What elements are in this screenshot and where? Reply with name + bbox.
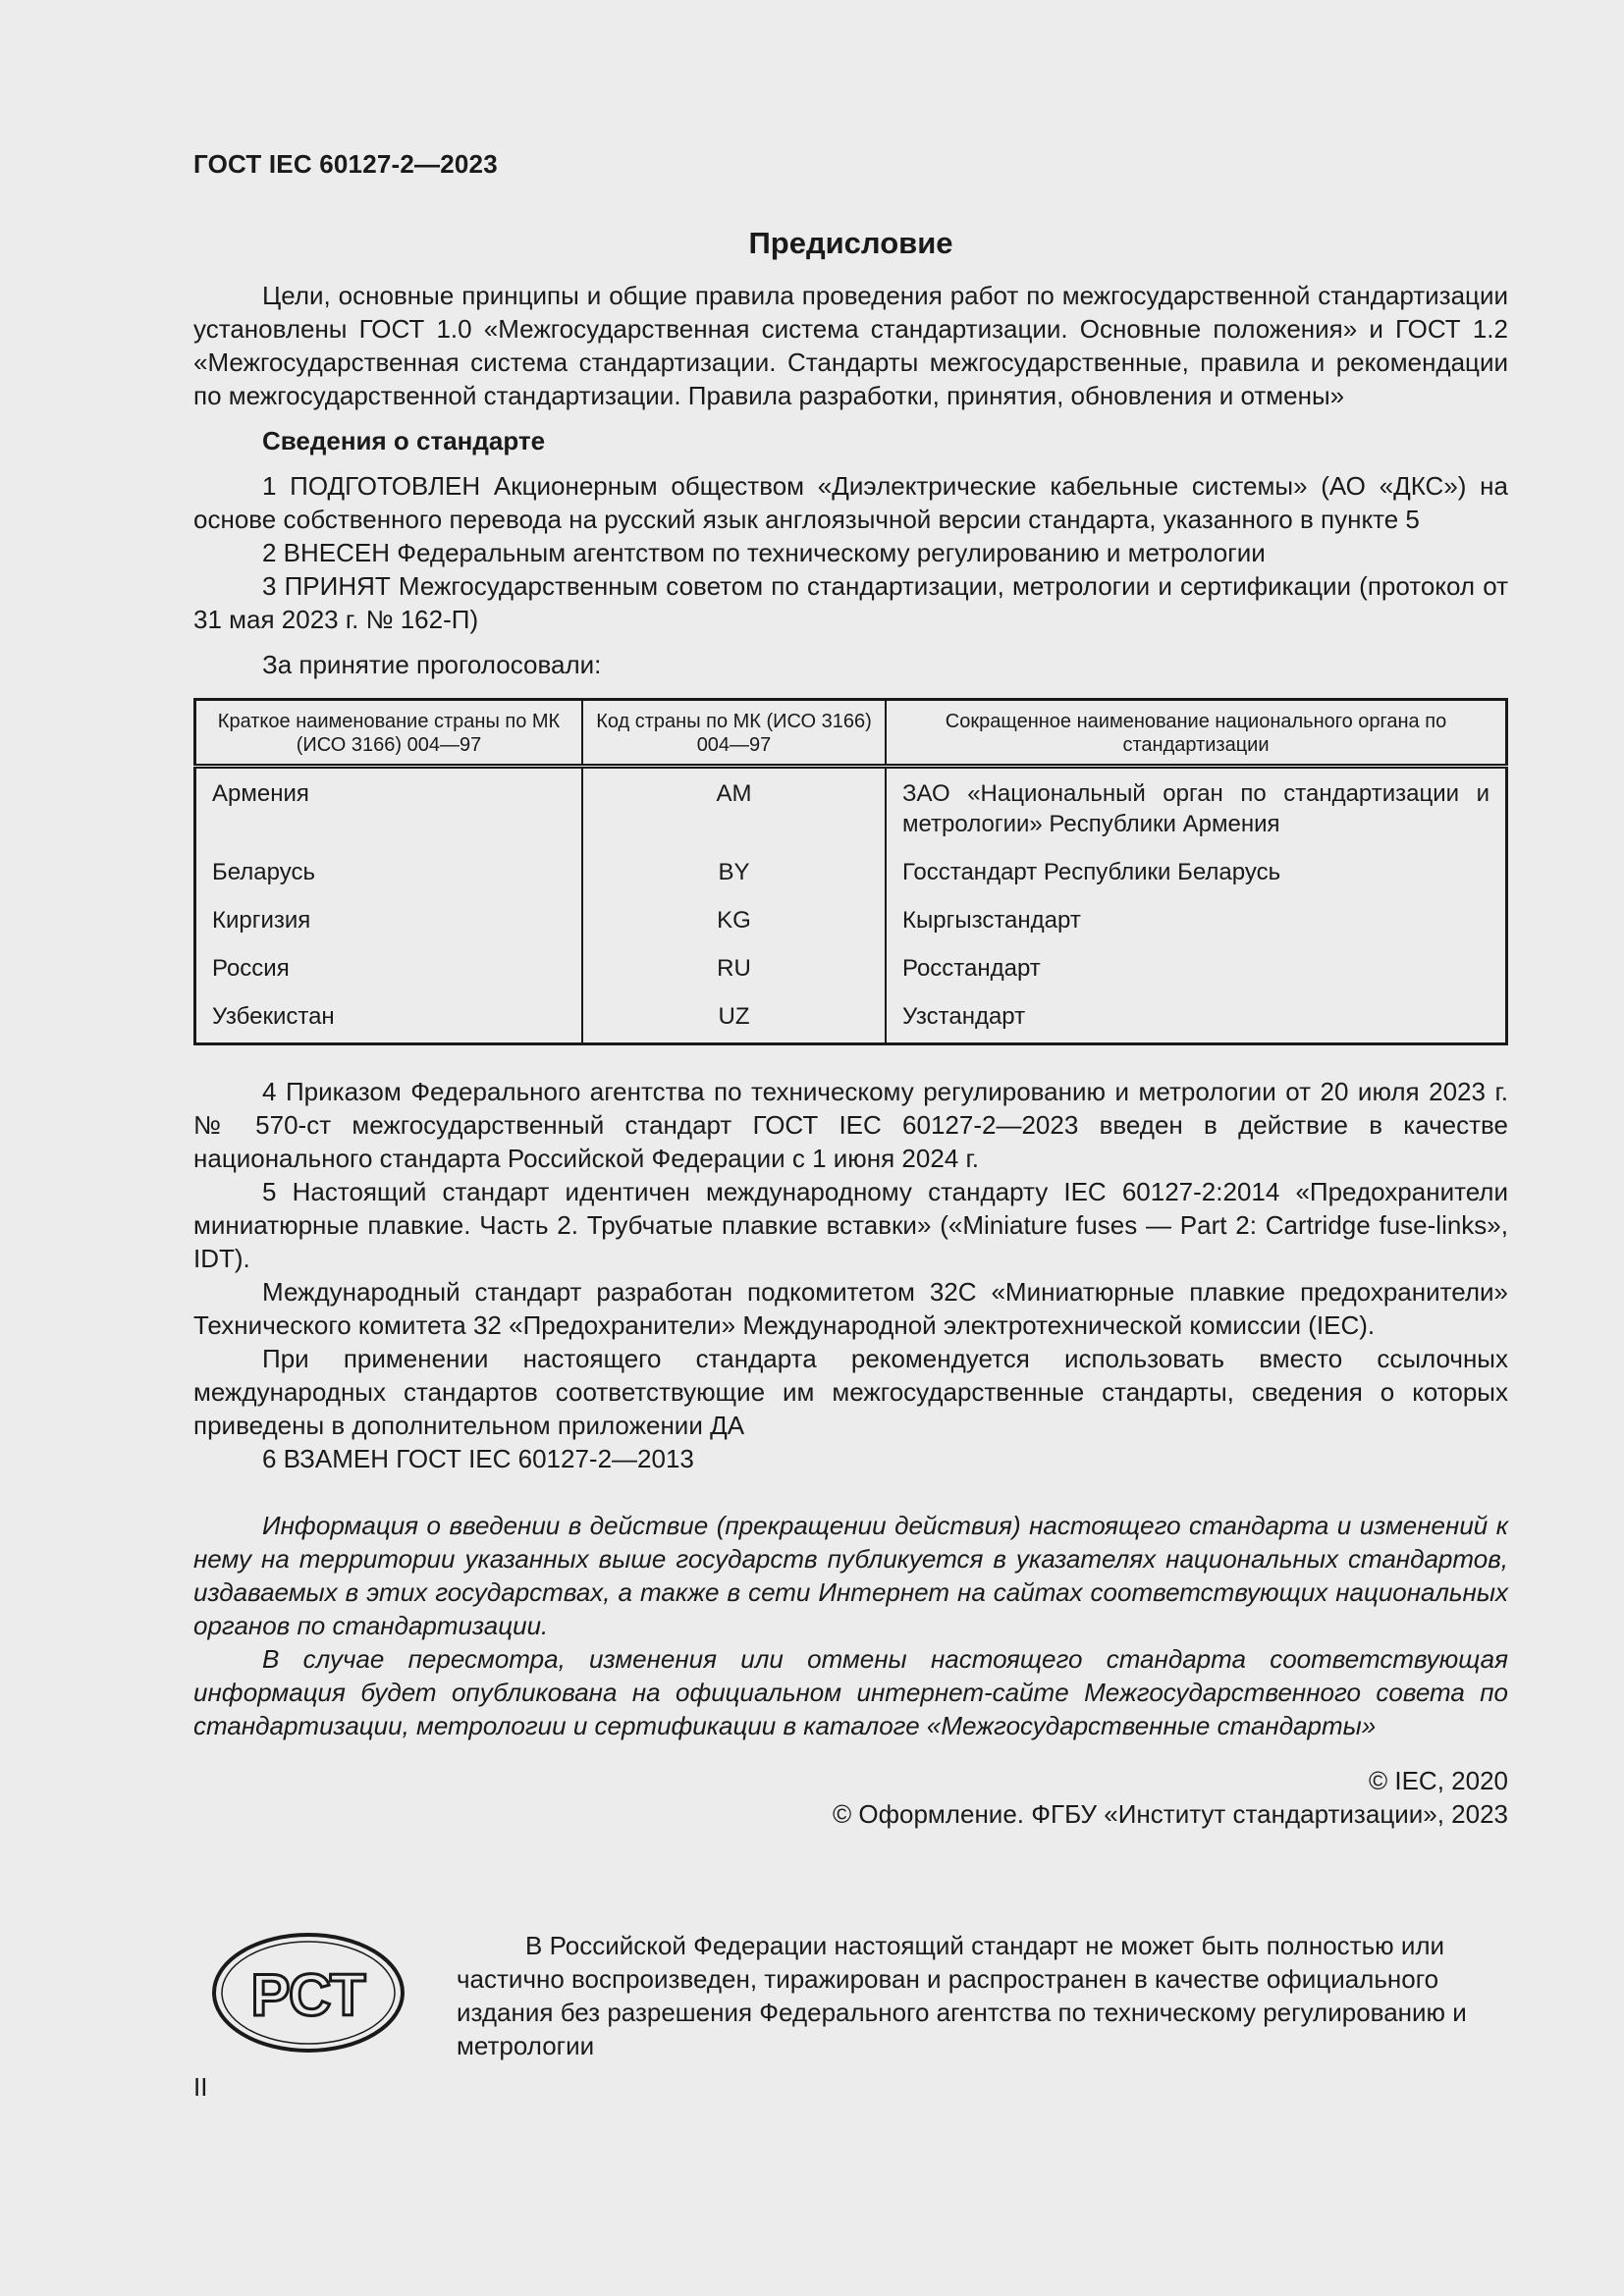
- item-5-developer: Международный стандарт разработан подкомитетом 32С «Миниатюрные плавкие предохранители» Технического комитета 32 «Предохранители» Международной электротехнической комиссии (IEC).: [193, 1277, 1508, 1340]
- voted-label: За принятие проголосовали:: [262, 650, 602, 679]
- footer-copyright-notice: [457, 1929, 1508, 2062]
- country-code: AM: [582, 767, 886, 851]
- copyright-design: © Оформление. ФГБУ «Институт стандартизации», 2023: [833, 1799, 1508, 1829]
- notice-info-paragraph: Информация о введении в действие (прекращении действия) настоящего стандарта и изменений к нему на территории указанных выше государств публикуется в указателях национальных стандартов, издаваемых в этих государствах, а также в сети Интернет на сайтах соответствующих национальных органов по стандартизации.: [193, 1511, 1508, 1640]
- table-header-row: [195, 700, 1507, 767]
- table-row: [195, 850, 1507, 898]
- country-name: Беларусь: [212, 859, 315, 885]
- national-authority: Росстандарт: [886, 946, 1507, 994]
- intro-paragraph: Цели, основные принципы и общие правила проведения работ по межгосударственной стандартизации установлены ГОСТ 1.0 «Межгосударственная система стандартизации. Основные положения» и ГОСТ 1.2 «Межгосударственная система стандартизации. Стандарты межгосударственные, правила и рекомендации по межгосударственной стандартизации. Правила разработки, принятия, обновления и отмены»: [193, 281, 1508, 410]
- item-2-submitted: 2 ВНЕСЕН Федеральным агентством по техническому регулированию и метрологии: [262, 538, 1266, 567]
- country-code: KG: [582, 898, 886, 946]
- standard-info-heading: Сведения о стандарте: [262, 426, 546, 455]
- item-6-replaces: 6 ВЗАМЕН ГОСТ IEC 60127-2—2013: [262, 1444, 694, 1473]
- document-code-header: ГОСТ IEC 60127-2—2023: [193, 149, 498, 179]
- column-header-country: Краткое наименование страны по МК (ИСО 3166) 004—97: [195, 700, 583, 767]
- item-1-prepared: 1 ПОДГОТОВЛЕН Акционерным обществом «Диэлектрические кабельные системы» (АО «ДКС») на основе собственного перевода на русский язык англоязычной версии стандарта, указанного в пункте 5: [193, 471, 1508, 534]
- country-code: BY: [582, 850, 886, 898]
- item-4-order: 4 Приказом Федерального агентства по техническому регулированию и метрологии от 20 июля 2023 г. № 570-ст межгосударственный стандарт ГОСТ IEC 60127-2—2023 введен в действие в качестве национального стандарта Российской Федерации с 1 июня 2024 г.: [193, 1077, 1508, 1173]
- copyright-iec: © IEC, 2020: [1368, 1766, 1508, 1795]
- national-authority: Госстандарт Республики Беларусь: [886, 850, 1507, 898]
- country-name: Киргизия: [212, 907, 311, 934]
- table-row: [195, 994, 1507, 1044]
- foreword-content: [193, 222, 1508, 1831]
- national-authority: ЗАО «Национальный орган по стандартизации и метрологии» Республики Армения: [886, 767, 1507, 851]
- voting-countries-table: [193, 698, 1508, 1045]
- table-row: [195, 767, 1507, 851]
- logo-mark-text: РСТ: [250, 1962, 366, 2028]
- country-name: Узбекистан: [212, 1003, 335, 1030]
- national-authority: Кыргызстандарт: [886, 898, 1507, 946]
- table-row: [195, 946, 1507, 994]
- country-code: UZ: [582, 994, 886, 1044]
- footer-block: [193, 1929, 1508, 2066]
- rst-certification-logo-icon: [210, 1931, 406, 2055]
- country-name: Россия: [212, 955, 290, 982]
- table-row: [195, 898, 1507, 946]
- notice-revision-paragraph: В случае пересмотра, изменения или отмены настоящего стандарта соответствующая информация будет опубликована на официальном интернет-сайте Межгосударственного совета по стандартизации, метрологии и сертификации в каталоге «Межгосударственные стандарты»: [193, 1644, 1508, 1740]
- column-header-code: Код страны по МК (ИСО 3166) 004—97: [582, 700, 886, 767]
- footer-notice-text: В Российской Федерации настоящий стандарт не может быть полностью или частично воспроизведен, тиражирован и распространен в качестве официального издания без разрешения Федерального агентства по техническому регулированию и метрологии: [457, 1931, 1467, 2060]
- national-authority: Узстандарт: [886, 994, 1507, 1044]
- column-header-authority: Сокращенное наименование национального органа по стандартизации: [886, 700, 1507, 767]
- page-number: II: [193, 2072, 208, 2102]
- page-title: Предисловие: [748, 226, 953, 260]
- country-code: RU: [582, 946, 886, 994]
- item-5-identical: 5 Настоящий стандарт идентичен международному стандарту IEC 60127-2:2014 «Предохранители миниатюрные плавкие. Часть 2. Трубчатые плавкие вставки» («Miniature fuses — Part 2: Cartridge fuse-links», IDT).: [193, 1177, 1508, 1273]
- country-name: Армения: [212, 780, 309, 807]
- item-3-adopted: 3 ПРИНЯТ Межгосударственным советом по стандартизации, метрологии и сертификации (протокол от 31 мая 2023 г. № 162-П): [193, 571, 1508, 634]
- item-5-application: При применении настоящего стандарта рекомендуется использовать вместо ссылочных международных стандартов соответствующие им межгосударственные стандарты, сведения о которых приведены в дополнительном приложении ДА: [193, 1344, 1508, 1440]
